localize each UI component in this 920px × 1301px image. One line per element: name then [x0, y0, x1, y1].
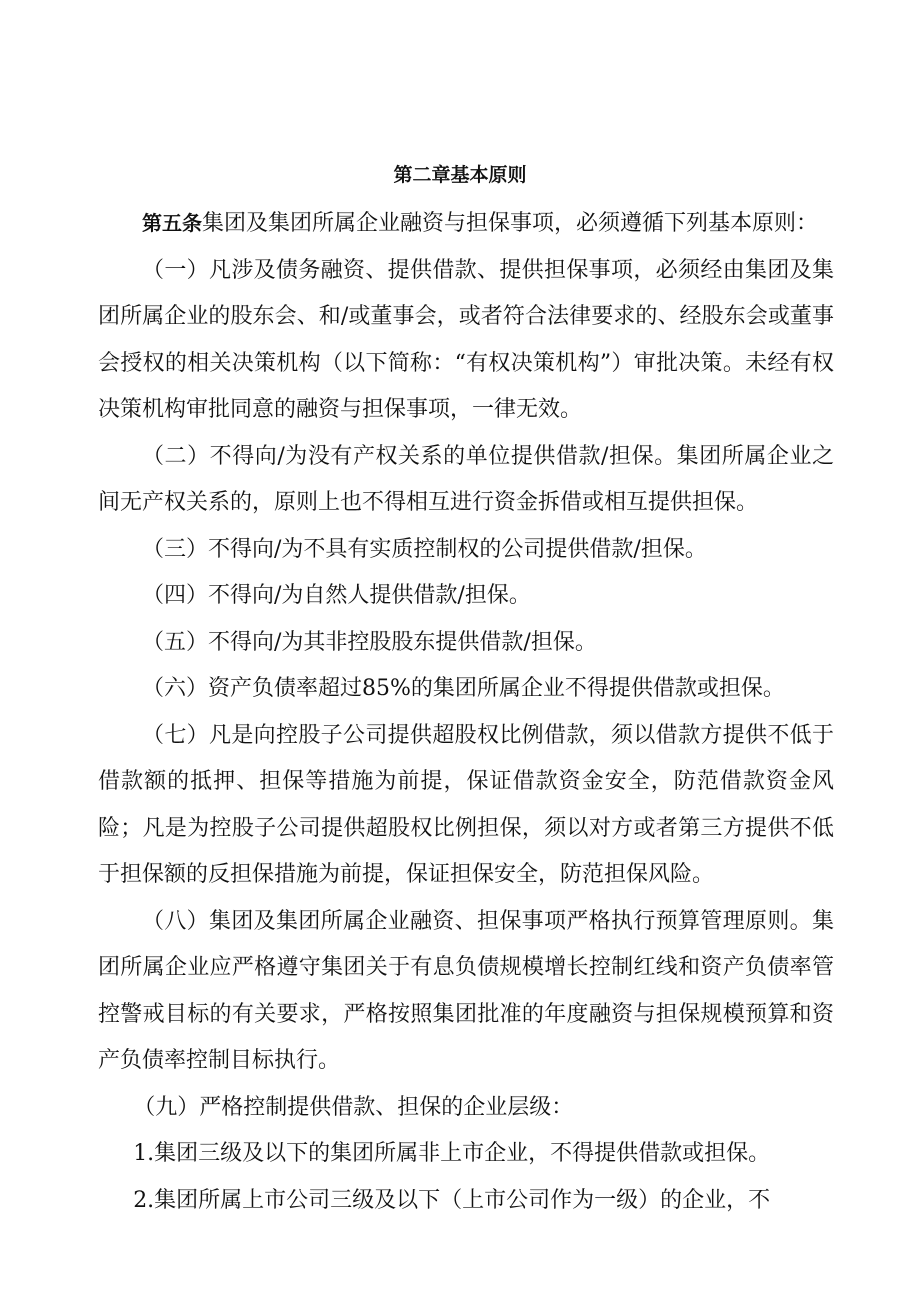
principle-7: （七）凡是向控股子公司提供超股权比例借款，须以借款方提供不低于借款额的抵押、担保等措施为前提，保证借款资金安全，防范借款资金风险；凡是为控股子公司提供超股权比例担保，须以对方或者第三方提供不低于担保额的反担保措施为前提，保证担保安全，防范担保风险。: [98, 722, 834, 887]
sub-item-1: 1.集团三级及以下的集团所属非上市企业，不得提供借款或担保。: [133, 1141, 771, 1166]
principle-3: （三）不得向/为不具有实质控制权的公司提供借款/担保。: [142, 536, 707, 562]
principle-4: （四）不得向/为自然人提供借款/担保。: [142, 583, 531, 608]
principle-8: （八）集团及集团所属企业融资、担保事项严格执行预算管理原则。集团所属企业应严格遵守集团关于有息负债规模增长控制红线和资产负债率管控警戒目标的有关要求，严格按照集团批准的年度融资与担保规模预算和资产负债率控制目标执行。: [98, 908, 834, 1073]
sub-item-2: 2.集团所属上市公司三级及以下（上市公司作为一级）的企业，不: [133, 1187, 771, 1213]
principle-6: （六）资产负债率超过85%的集团所属企业不得提供借款或担保。: [142, 676, 785, 701]
article-label: 第五条: [142, 211, 202, 235]
principle-9: （九）严格控制提供借款、担保的企业层级：: [133, 1094, 574, 1120]
article-text: 集团及集团所属企业融资与担保事项，必须遵循下列基本原则：: [202, 211, 819, 236]
principle-2: （二）不得向/为没有产权关系的单位提供借款/担保。集团所属企业之间无产权关系的，原则上也不得相互进行资金拆借或相互提供担保。: [98, 443, 834, 515]
document-body: [98, 200, 834, 1224]
principle-1: （一）凡涉及债务融资、提供借款、提供担保事项，必须经由集团及集团所属企业的股东会、和/或董事会，或者符合法律要求的、经股东会或董事会授权的相关决策机构（以下简称：“有权决策机构”）审批决策。未经有权决策机构审批同意的融资与担保事项，一律无效。: [98, 257, 834, 422]
principle-5: （五）不得向/为其非控股股东提供借款/担保。: [142, 629, 597, 655]
chapter-title: 第二章基本原则: [393, 164, 527, 186]
article-paragraph: [98, 200, 834, 248]
